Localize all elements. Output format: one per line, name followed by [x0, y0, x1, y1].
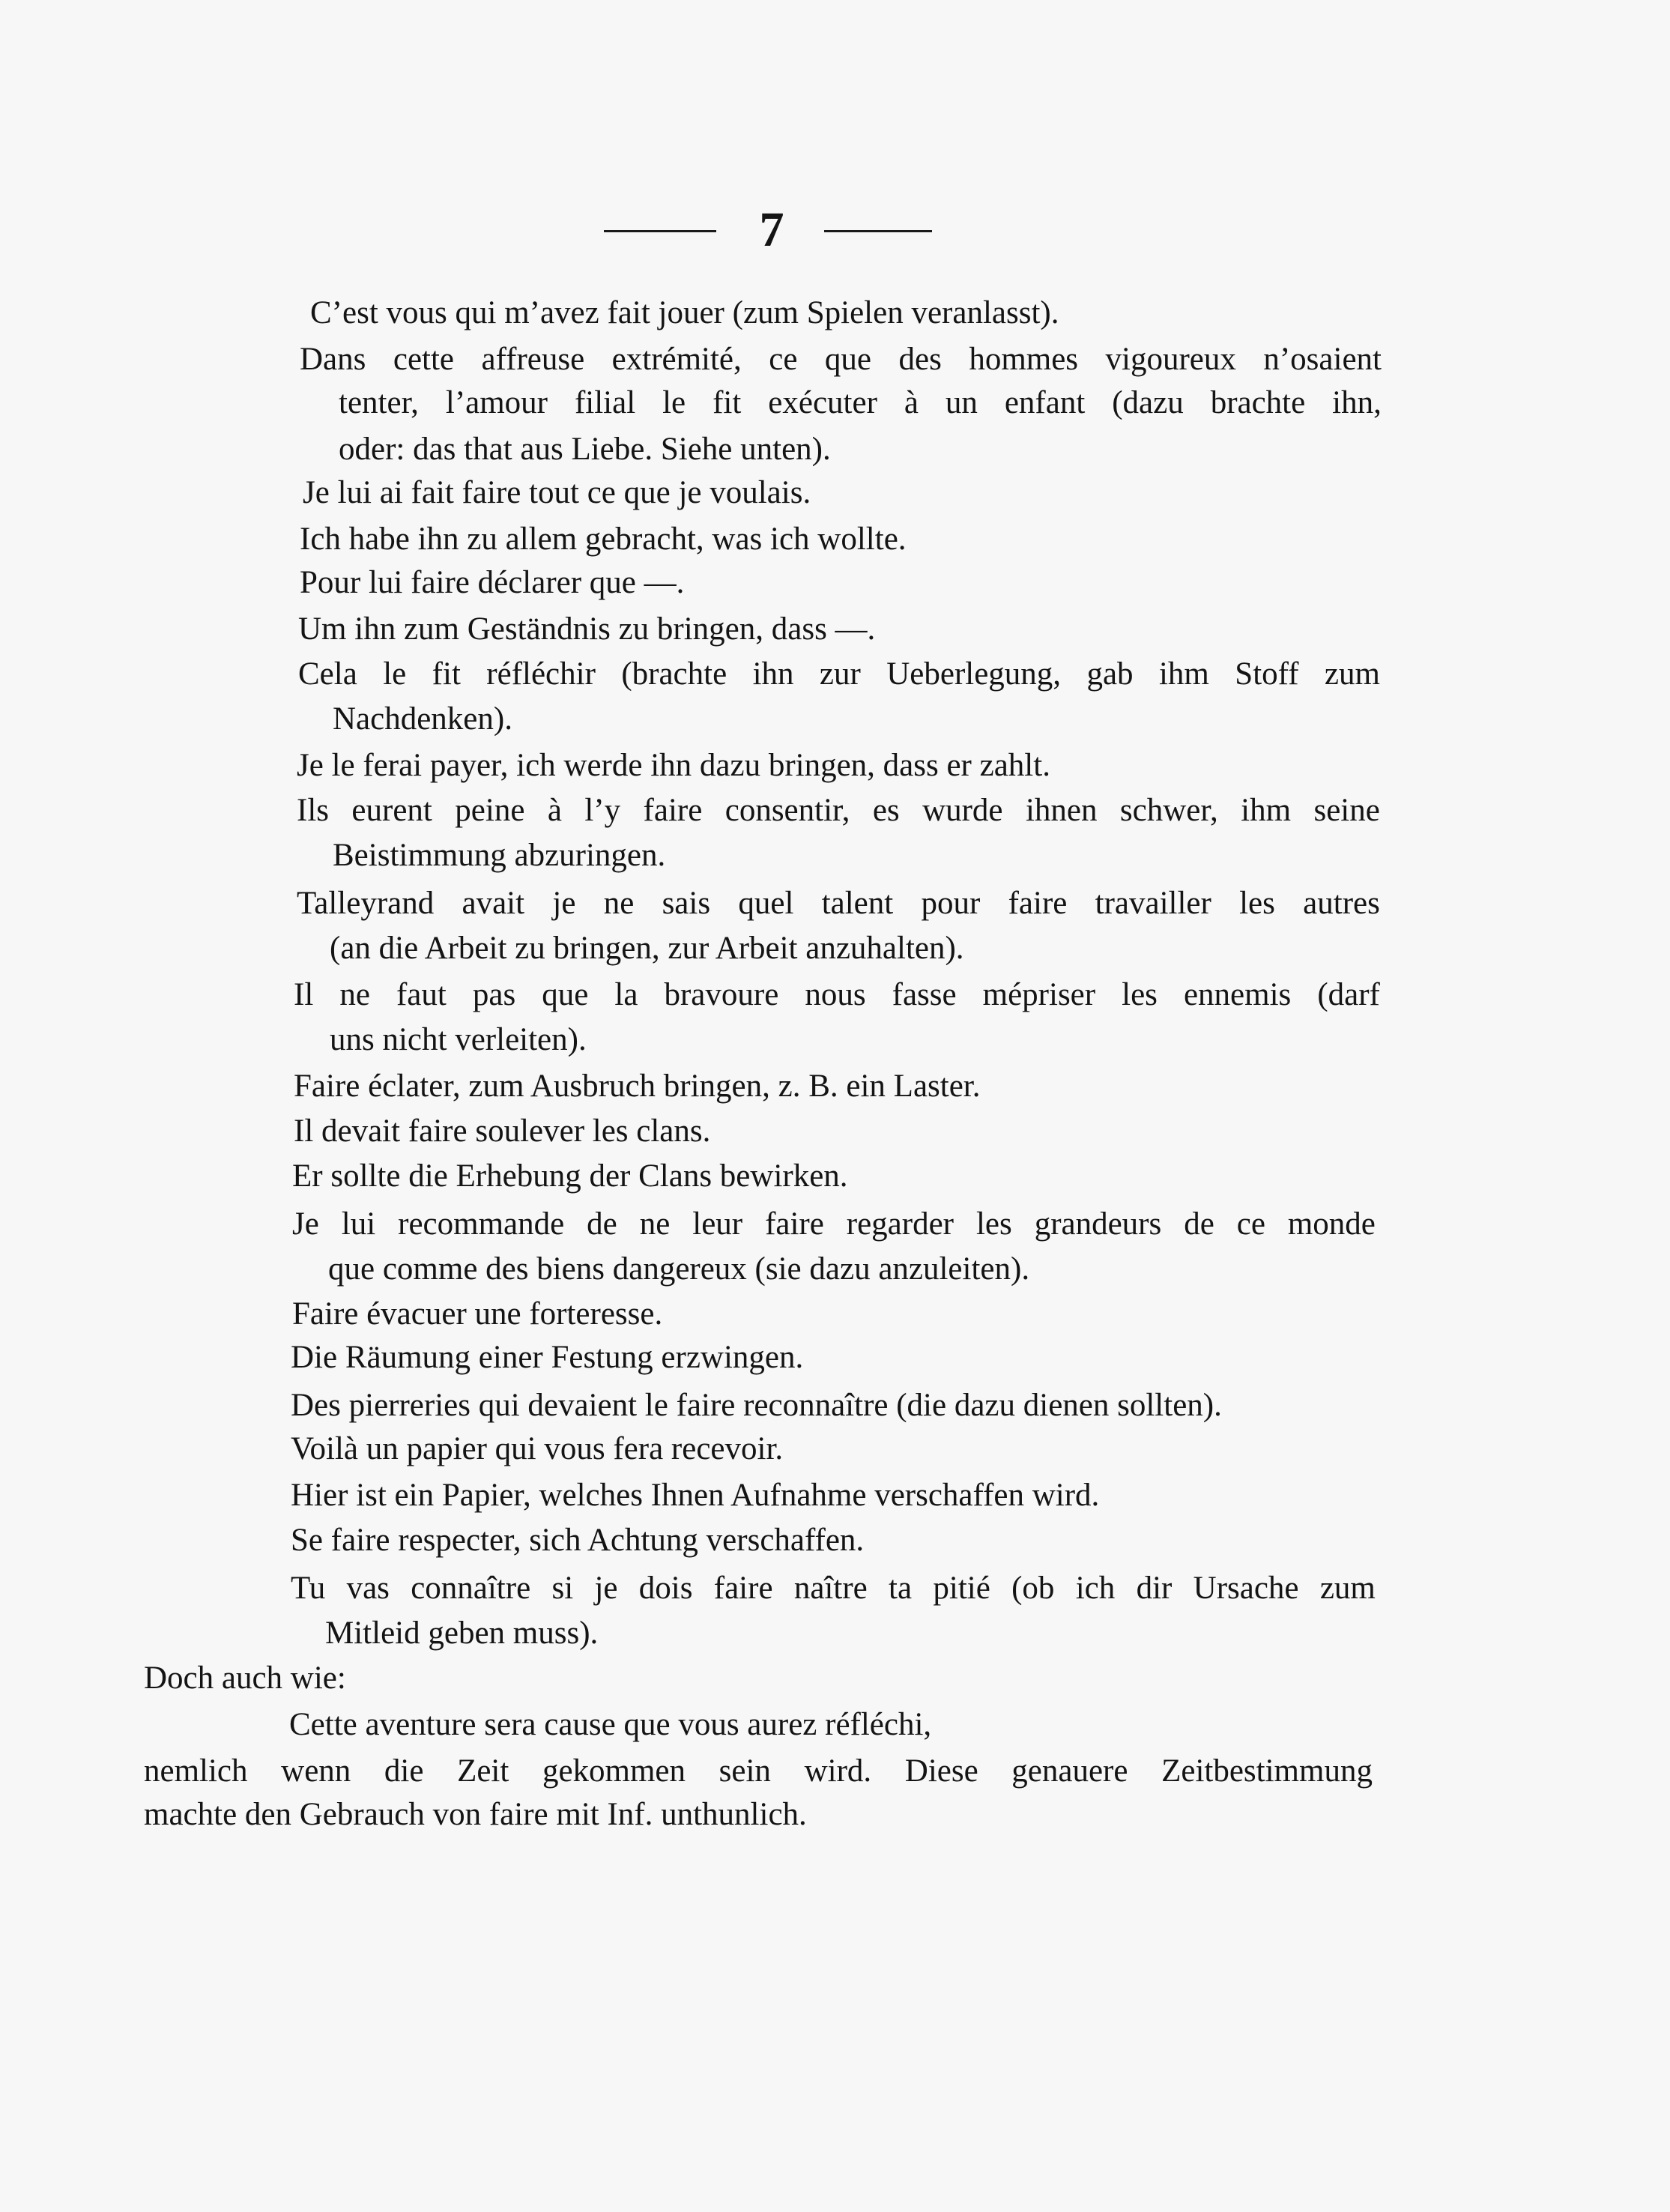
page-header	[0, 196, 1670, 264]
text-line: nemlich wenn die Zeit gekommen sein wird. Diese genauere Zeitbestimmung	[144, 1753, 1373, 1789]
text-line: Je lui ai fait faire tout ce que je voulais.	[303, 475, 811, 510]
text-line: Cela le fit réfléchir (brachte ihn zur Ueberlegung, gab ihm Stoff zum	[298, 656, 1380, 692]
text-line: Mitleid geben muss).	[325, 1616, 599, 1651]
text-line: oder: das that aus Liebe. Siehe unten).	[339, 432, 831, 467]
text-line: Dans cette affreuse extrémité, ce que des hommes vigoureux n’osaient	[300, 342, 1382, 377]
text-line: Nachdenken).	[333, 701, 512, 737]
text-line: tenter, l’amour filial le fit exécuter à un enfant (dazu brachte ihn,	[339, 385, 1382, 420]
text-line: Ils eurent peine à l’y faire consentir, es wurde ihnen schwer, ihm seine	[297, 793, 1380, 828]
text-line: Doch auch wie:	[144, 1660, 346, 1696]
text-line: C’est vous qui m’avez fait jouer (zum Spielen veranlasst).	[310, 295, 1059, 330]
text-line: Il ne faut pas que la bravoure nous fasse mépriser les ennemis (darf	[294, 977, 1380, 1012]
text-line: Je le ferai payer, ich werde ihn dazu bringen, dass er zahlt.	[297, 748, 1050, 783]
text-line: Ich habe ihn zu allem gebracht, was ich wollte.	[300, 522, 907, 557]
text-line: Faire évacuer une forteresse.	[292, 1296, 663, 1332]
header-rule-left	[604, 230, 716, 232]
text-line: machte den Gebrauch von faire mit Inf. unthunlich.	[144, 1797, 807, 1832]
text-line: Voilà un papier qui vous fera recevoir.	[291, 1431, 784, 1466]
text-line: Tu vas connaître si je dois faire naître ta pitié (ob ich dir Ursache zum	[291, 1571, 1376, 1606]
text-line: Des pierreries qui devaient le faire reconnaître (die dazu dienen sollten).	[291, 1388, 1222, 1423]
text-line: Hier ist ein Papier, welches Ihnen Aufnahme verschaffen wird.	[291, 1478, 1100, 1513]
text-line: Pour lui faire déclarer que —.	[300, 565, 685, 600]
text-line: Er sollte die Erhebung der Clans bewirken.	[292, 1158, 848, 1194]
text-line: uns nicht verleiten).	[330, 1022, 587, 1057]
text-line: Se faire respecter, sich Achtung verschaffen.	[291, 1523, 865, 1558]
text-line: Il devait faire soulever les clans.	[294, 1113, 711, 1149]
text-line: Um ihn zum Geständnis zu bringen, dass —.	[298, 611, 876, 647]
text-line: Beistimmung abzuringen.	[333, 838, 666, 873]
text-line: que comme des biens dangereux (sie dazu anzuleiten).	[328, 1251, 1030, 1287]
text-line: Faire éclater, zum Ausbruch bringen, z. B. ein Laster.	[294, 1069, 981, 1104]
text-line: Talleyrand avait je ne sais quel talent pour faire travailler les autres	[297, 886, 1380, 921]
text-line: Je lui recommande de ne leur faire regarder les grandeurs de ce monde	[292, 1206, 1376, 1242]
text-line: Die Räumung einer Festung erzwingen.	[291, 1340, 804, 1375]
header-rule-right	[824, 230, 932, 232]
text-line: Cette aventure sera cause que vous aurez réfléchi,	[289, 1707, 932, 1742]
page-number: 7	[759, 202, 784, 257]
text-line: (an die Arbeit zu bringen, zur Arbeit anzuhalten).	[330, 931, 964, 966]
